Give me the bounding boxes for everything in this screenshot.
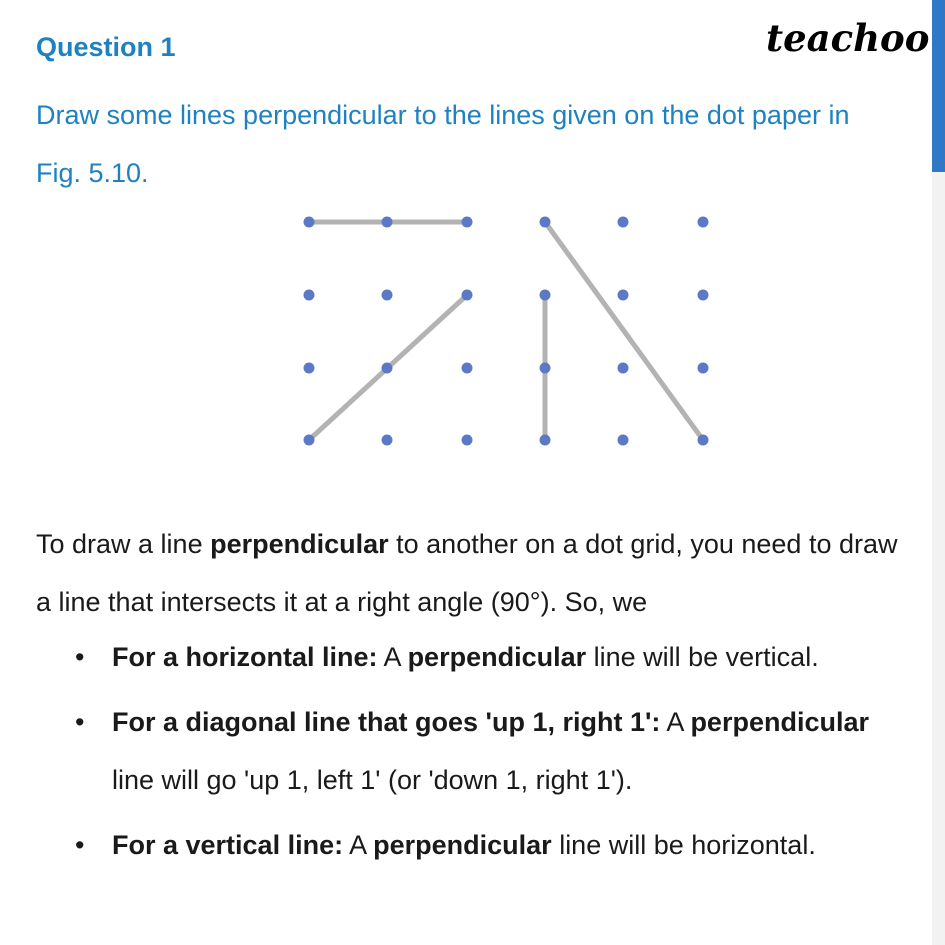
bullet-text: A [660, 707, 691, 737]
question-title: Question 1 [36, 32, 176, 62]
grid-dot [304, 290, 315, 301]
grid-dot [618, 363, 629, 374]
bullet-marker: • [75, 707, 85, 737]
bullet-text: A [343, 830, 374, 860]
bullet-item-horizontal [0, 628, 912, 686]
question-text: Draw some lines perpendicular to the lines given on the dot paper in Fig. 5.10. [36, 100, 850, 188]
explanation-bold: perpendicular [210, 529, 389, 559]
grid-dot [304, 363, 315, 374]
grid-dot [698, 363, 709, 374]
bullet-text-rest: line will be vertical. [586, 642, 819, 672]
grid-dot [698, 290, 709, 301]
grid-dot [304, 435, 315, 446]
bullet-item-diagonal [0, 693, 912, 809]
grid-dot [698, 435, 709, 446]
bullet-lead: For a horizontal line: [112, 642, 378, 672]
grid-dot [618, 290, 629, 301]
grid-dot [618, 435, 629, 446]
dot-grid [304, 217, 709, 446]
bullet-bold: perpendicular [407, 642, 587, 672]
bullet-text-rest: line will go 'up 1, left 1' (or 'down 1, right 1'). [112, 765, 633, 795]
diagonal-line-down-right [545, 222, 703, 440]
bullet-text: A [377, 642, 408, 672]
bullet-item-vertical [0, 816, 912, 874]
explanation-text-2: to another on a dot grid, you need to draw a line that intersects it at a right angle (90°). So, we [36, 529, 898, 617]
grid-dot [540, 363, 551, 374]
grid-dot [382, 435, 393, 446]
explanation-text-1: To draw a line [36, 529, 211, 559]
grid-dot [382, 363, 393, 374]
grid-dot [382, 290, 393, 301]
explanation-paragraph [36, 515, 916, 631]
grid-dot [382, 217, 393, 228]
bullet-marker: • [75, 642, 85, 672]
given-lines [309, 222, 703, 440]
grid-dot [698, 217, 709, 228]
grid-dot [462, 435, 473, 446]
bullet-text-rest: line will be horizontal. [551, 830, 816, 860]
grid-dot [462, 363, 473, 374]
grid-dot [540, 217, 551, 228]
grid-dot [540, 290, 551, 301]
teachoo-logo: teachoo [766, 16, 930, 60]
bullet-list [0, 628, 920, 881]
grid-dot [462, 217, 473, 228]
bullet-bold: perpendicular [373, 830, 552, 860]
bullet-lead: For a diagonal line that goes 'up 1, right 1': [112, 707, 661, 737]
grid-dot [540, 435, 551, 446]
bullet-marker: • [75, 830, 85, 860]
grid-dot [618, 217, 629, 228]
bullet-bold: perpendicular [690, 707, 869, 737]
grid-dot [304, 217, 315, 228]
grid-dot [462, 290, 473, 301]
bullet-lead: For a vertical line: [112, 830, 344, 860]
